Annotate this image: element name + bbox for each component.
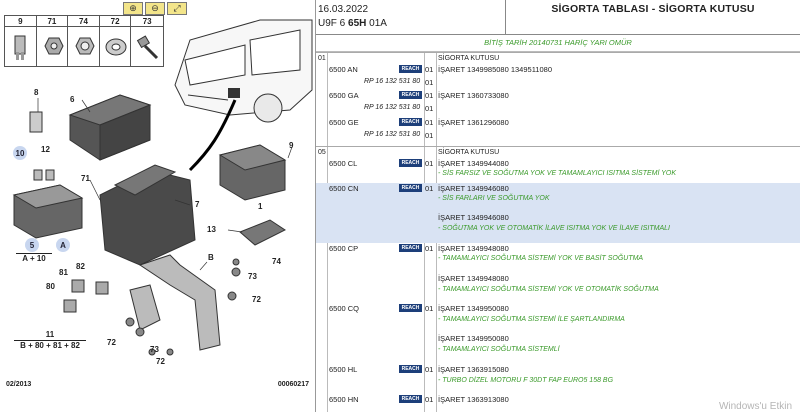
part-reference[interactable]: İŞARET 1349944080 — [438, 159, 509, 168]
part-code[interactable]: 6500 HL — [329, 365, 358, 374]
quantity: 01 — [425, 304, 434, 313]
diagram-date: 02/2013 — [6, 381, 32, 388]
fitment-note: - SİS FARSIZ VE SOĞUTMA YOK VE TAMAMLAYICI ISITMA SİSTEMİ YOK — [438, 170, 677, 177]
list-item[interactable] — [316, 303, 800, 365]
callout-label[interactable]: 81 — [59, 268, 68, 277]
part-reference[interactable]: İŞARET 1363915080 — [438, 365, 509, 374]
formula-bottom: A + 10 — [22, 254, 46, 263]
fitment-note: - SOĞUTMA YOK VE OTOMATİK İLAVE ISITMA YOK VE İLAVE ISITMALI — [438, 225, 670, 232]
rp-reference[interactable]: RP 16 132 531 80 — [364, 104, 421, 111]
callout-label[interactable]: 82 — [76, 262, 85, 271]
part-reference[interactable]: İŞARET 1360733080 — [438, 91, 509, 100]
callout-label[interactable]: B — [208, 253, 214, 262]
formula-top: 11 — [14, 330, 86, 341]
callout-label[interactable]: 71 — [81, 174, 90, 183]
callout-label[interactable]: 9 — [289, 141, 294, 150]
list-item[interactable] — [316, 90, 800, 116]
callout-label[interactable]: 72 — [252, 295, 261, 304]
quantity: 01 — [425, 131, 434, 140]
date-text: 16.03.2022 — [318, 4, 369, 15]
section-title: SİGORTA KUTUSU — [438, 55, 500, 62]
part-number: 74 — [68, 17, 99, 27]
rp-reference[interactable]: RP 16 132 531 80 — [364, 131, 421, 138]
page-title: SİGORTA TABLASI - SİGORTA KUTUSU — [551, 3, 755, 15]
zoom-out-icon[interactable]: ⊖ — [145, 2, 165, 15]
quantity: 01 — [425, 104, 434, 113]
vehicle-code — [318, 18, 505, 29]
part-code[interactable]: 6500 HN — [329, 395, 359, 404]
part-code[interactable]: 6500 AN — [329, 65, 358, 74]
validity-notice: BİTİŞ TARİH 20140731 HARİÇ YARI OMÜR — [316, 35, 800, 52]
part-code[interactable]: 6500 CP — [329, 244, 359, 253]
callout-label[interactable]: 80 — [46, 282, 55, 291]
list-item[interactable] — [316, 365, 800, 393]
quantity: 01 — [425, 365, 434, 374]
fitment-note: - SİS FARLARI VE SOĞUTMA YOK — [438, 195, 550, 202]
part-code[interactable]: 6500 CQ — [329, 304, 360, 313]
code-highlight: 65H — [348, 18, 367, 29]
reach-badge: REACH — [399, 91, 422, 99]
quantity: 01 — [425, 244, 434, 253]
parts-rows — [316, 52, 800, 412]
list-item[interactable] — [316, 158, 800, 183]
callout-label[interactable]: 8 — [34, 88, 39, 97]
callout-label[interactable]: 72 — [156, 357, 165, 366]
part-code[interactable]: 6500 CN — [329, 184, 359, 193]
callout-label[interactable]: 74 — [272, 257, 281, 266]
reach-badge: REACH — [399, 304, 422, 312]
fitment-note: - TAMAMLAYICI SOĞUTMA SİSTEMİ YOK VE OTOMATİK SOĞUTMA — [438, 286, 659, 293]
zoom-in-icon[interactable]: ⊕ — [123, 2, 143, 15]
list-item[interactable] — [316, 64, 800, 90]
part-reference[interactable]: İŞARET 1349950080 — [438, 304, 509, 313]
part-reference[interactable]: İŞARET 1349948080 — [438, 244, 509, 253]
callout-label[interactable]: 73 — [150, 345, 159, 354]
callout-label[interactable]: 1 — [258, 202, 263, 211]
part-number: 72 — [100, 17, 131, 27]
part-number: 71 — [37, 17, 68, 27]
list-item[interactable] — [316, 243, 800, 301]
section-05 — [316, 146, 800, 412]
diagram-number: 00060217 — [277, 381, 309, 388]
section-title: SİGORTA KUTUSU — [438, 149, 500, 156]
quantity: 01 — [425, 91, 434, 100]
fitment-note: - TURBO DİZEL MOTORU F 30DT FAP EURO5 158 BG — [438, 377, 614, 384]
fitment-note: - TAMAMLAYICI SOĞUTMA SİSTEMLİ — [438, 346, 560, 353]
part-code[interactable]: 6500 CL — [329, 159, 358, 168]
activation-watermark: Windows'u Etkin — [718, 401, 792, 412]
assembly-formula-a — [16, 252, 52, 263]
code-suffix: 01A — [366, 18, 387, 29]
quantity: 01 — [425, 184, 434, 193]
reach-badge: REACH — [399, 244, 422, 252]
list-item-selected[interactable] — [316, 183, 800, 243]
callout-label[interactable]: 73 — [248, 272, 257, 281]
reach-badge: REACH — [399, 395, 422, 403]
part-reference[interactable]: İŞARET 1363913080 — [438, 395, 509, 404]
callout-label[interactable]: 72 — [107, 338, 116, 347]
assembly-formula-b — [14, 330, 86, 350]
rp-reference[interactable]: RP 16 132 531 80 — [364, 78, 421, 85]
callout-label[interactable]: 12 — [41, 145, 50, 154]
zoom-fit-icon[interactable]: ⤢ — [167, 2, 187, 15]
part-reference[interactable]: İŞARET 1349950080 — [438, 334, 509, 343]
quantity: 01 — [425, 159, 434, 168]
reach-badge: REACH — [399, 159, 422, 167]
part-reference[interactable]: İŞARET 1349948080 — [438, 274, 509, 283]
code-prefix: U9F 6 — [318, 18, 349, 29]
callout-label[interactable]: A — [56, 238, 70, 252]
parts-diagram[interactable] — [0, 0, 316, 412]
fitment-note: - TAMAMLAYICI SOĞUTMA SİSTEMİ YOK VE BASİT SOĞUTMA — [438, 255, 644, 262]
part-reference[interactable]: İŞARET 1349946080 — [438, 213, 509, 222]
quantity: 01 — [425, 395, 434, 404]
callout-label[interactable]: 7 — [195, 200, 200, 209]
part-reference[interactable]: İŞARET 1349946080 — [438, 184, 509, 193]
part-reference[interactable]: İŞARET 1349985080 1349511080 — [438, 65, 552, 74]
reach-badge: REACH — [399, 365, 422, 373]
parts-list-pane — [316, 0, 800, 412]
reach-badge: REACH — [399, 65, 422, 73]
part-code[interactable]: 6500 GE — [329, 118, 359, 127]
part-number: 9 — [5, 17, 36, 27]
header — [316, 0, 800, 35]
quantity: 01 — [425, 118, 434, 127]
list-item[interactable] — [316, 117, 800, 143]
callout-label[interactable]: 13 — [207, 225, 216, 234]
formula-bottom: B + 80 + 81 + 82 — [20, 341, 80, 350]
reach-badge: REACH — [399, 118, 422, 126]
part-reference[interactable]: İŞARET 1361296080 — [438, 118, 509, 127]
fitment-note: - TAMAMLAYICI SOĞUTMA SİSTEMİ İLE ŞARTLANDIRMA — [438, 316, 625, 323]
callout-label[interactable]: 10 — [13, 146, 27, 160]
section-number: 05 — [318, 149, 326, 156]
header-info — [316, 0, 506, 35]
part-number: 73 — [131, 17, 163, 27]
section-01 — [316, 52, 800, 146]
callout-label[interactable]: 6 — [70, 95, 75, 104]
reach-badge: REACH — [399, 184, 422, 192]
quantity: 01 — [425, 65, 434, 74]
callout-label[interactable]: 5 — [25, 238, 39, 252]
quantity: 01 — [425, 78, 434, 87]
section-number: 01 — [318, 55, 326, 62]
part-code[interactable]: 6500 GA — [329, 91, 359, 100]
